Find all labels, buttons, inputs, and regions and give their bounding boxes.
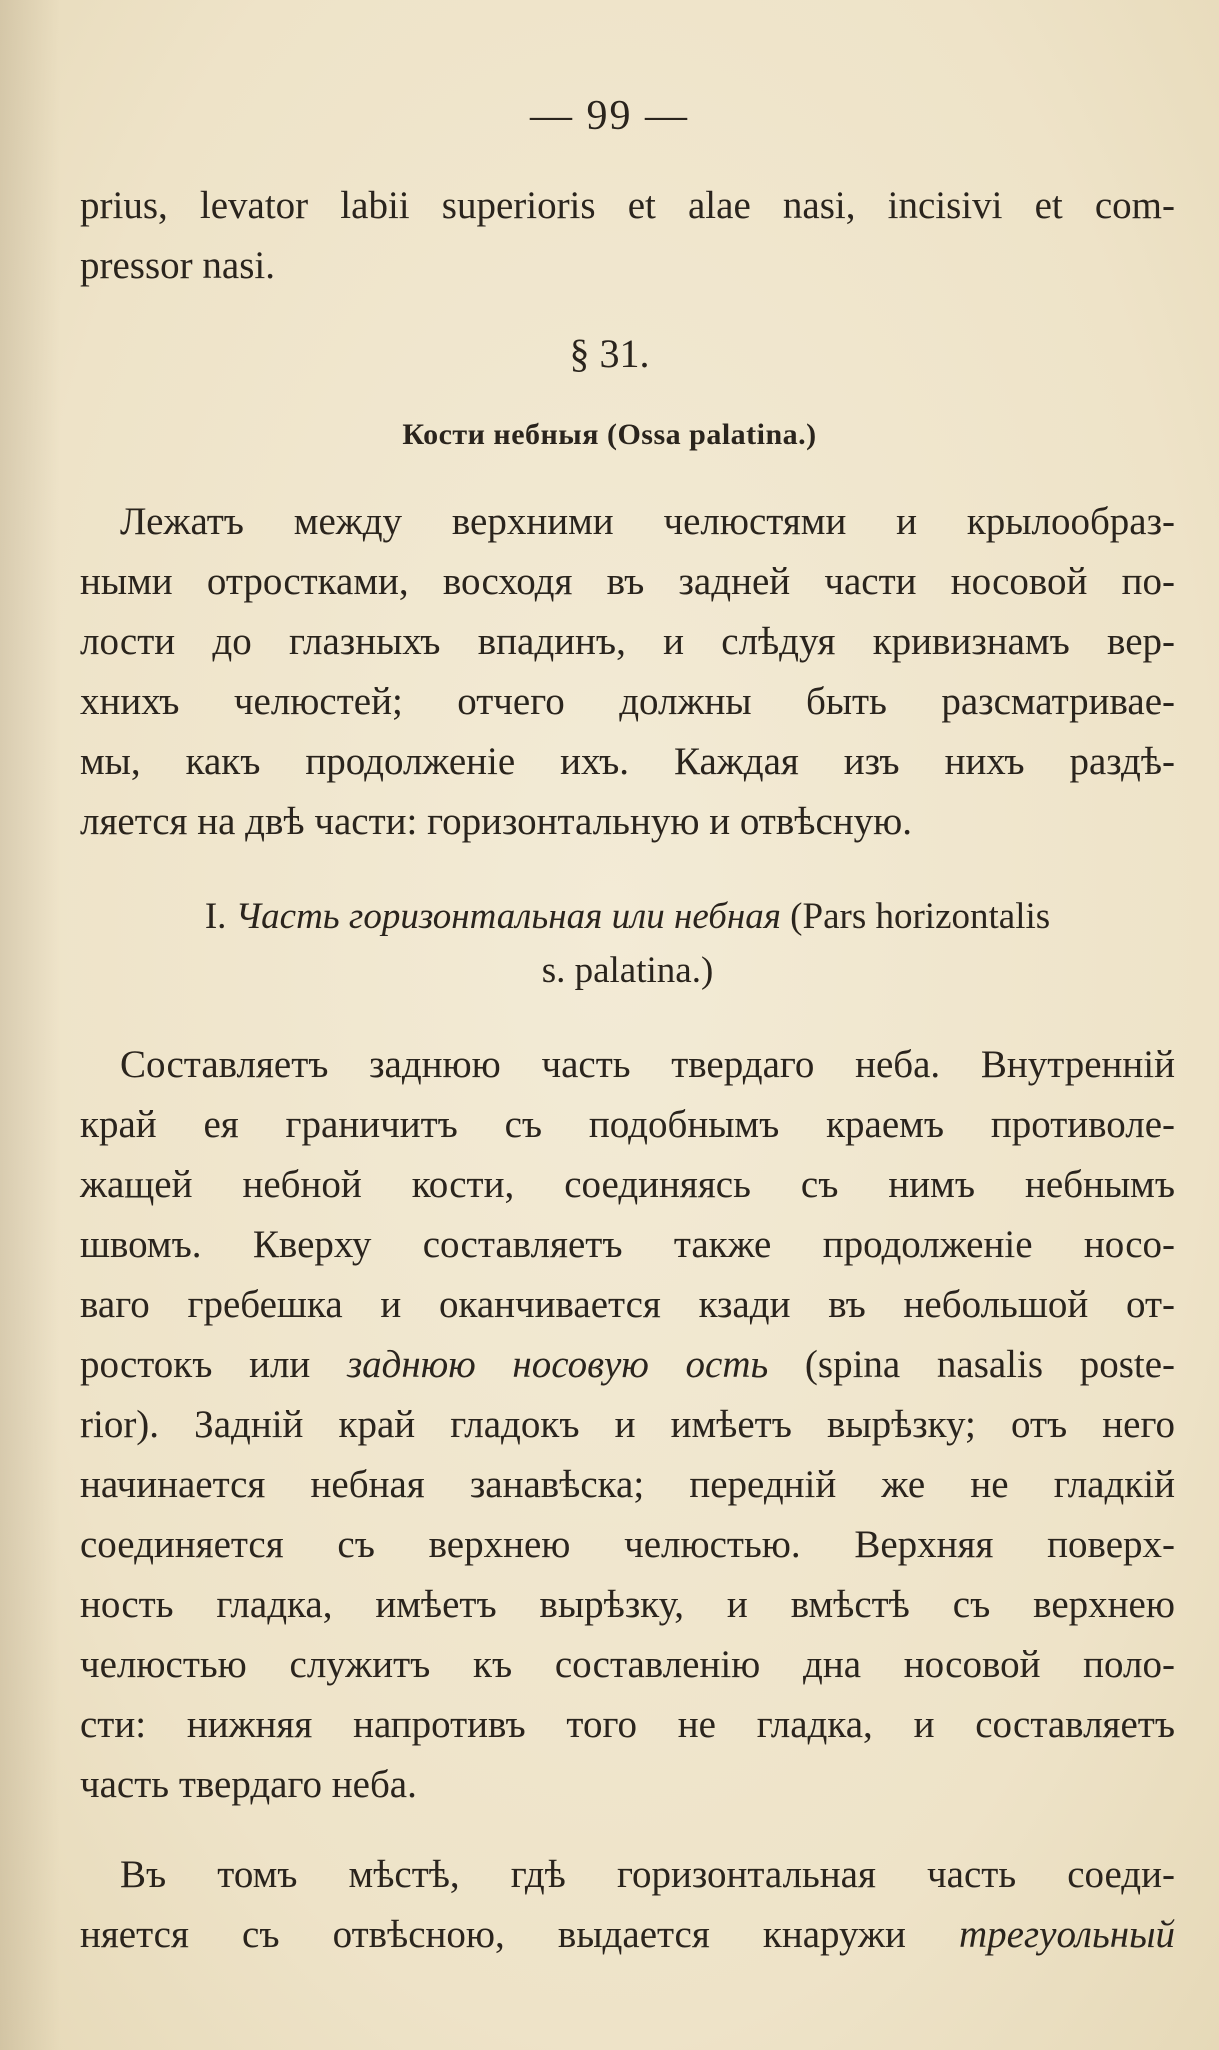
text-line: хнихъ челюстей; отчего должны быть разсматривае- — [80, 680, 1175, 723]
text-line: мы, какъ продолженіе ихъ. Каждая изъ нихъ раздѣ- — [80, 740, 1175, 783]
text-line: начинается небная занавѣска; передній же не гладкій — [80, 1463, 1175, 1506]
text-line: жащей небной кости, соединяясь съ нимъ небнымъ — [80, 1163, 1175, 1206]
subsection-numeral: I. — [204, 896, 227, 937]
text-line: Въ томъ мѣстѣ, гдѣ горизонтальная часть соеди- — [120, 1853, 1175, 1896]
subsection-heading-line1 — [80, 890, 1175, 944]
text-line: prius, levator labii superioris et alae nasi, incisivi et com- — [80, 184, 1175, 227]
text-line: швомъ. Кверху составляетъ также продолженіе носо- — [80, 1223, 1175, 1266]
subsection-heading — [80, 890, 1175, 998]
text-line-mixed — [80, 1905, 1175, 1965]
text-line: ность гладка, имѣетъ вырѣзку, и вмѣстѣ съ верхнею — [80, 1583, 1175, 1626]
subsection-italic-title: Часть горизонтальная или небная — [235, 896, 781, 937]
text-fragment: няется съ отвѣсною, выдается кнаружи — [80, 1913, 906, 1956]
text-line: Составляетъ заднюю часть твердаго неба. Внутренній — [120, 1043, 1175, 1086]
text-fragment: (spina nasalis poste- — [804, 1343, 1176, 1386]
italic-term: заднюю носовую ость — [346, 1343, 769, 1386]
text-line: Лежатъ между верхними челюстями и крылообраз- — [120, 500, 1175, 543]
text-line: край ея граничитъ съ подобнымъ краемъ противоле- — [80, 1103, 1175, 1146]
text-line: ваго гребешка и оканчивается кзади въ небольшой от- — [80, 1283, 1175, 1326]
binding-shadow — [0, 0, 60, 2050]
section-number: § 31. — [569, 331, 650, 376]
text-line: сти: нижняя напротивъ того не гладка, и составляетъ — [80, 1703, 1175, 1746]
subsection-latin-1: (Pars horizontalis — [790, 896, 1051, 937]
text-line: pressor nasi. — [80, 244, 275, 287]
subsection-latin-2: s. palatina.) — [541, 950, 714, 991]
italic-term: трегуольный — [958, 1913, 1175, 1956]
text-line: соединяется съ верхнею челюстью. Верхняя поверх- — [80, 1523, 1175, 1566]
text-line: rior). Задній край гладокъ и имѣетъ вырѣзку; отъ него — [80, 1403, 1175, 1446]
continuation-paragraph — [80, 176, 1175, 296]
text-line: ляется на двѣ части: горизонтальную и отвѣсную. — [80, 800, 913, 843]
main-paragraph — [80, 1035, 1175, 1815]
section-title: Кости небныя (Ossa palatina.) — [402, 418, 817, 451]
text-fragment: ростокъ или — [80, 1343, 311, 1386]
text-line: часть твердаго неба. — [80, 1763, 417, 1806]
text-line: ными отростками, восходя въ задней части носовой по- — [80, 560, 1175, 603]
text-line: челюстью служитъ къ составленію дна носовой поло- — [80, 1643, 1175, 1686]
text-line: лости до глазныхъ впадинъ, и слѣдуя кривизнамъ вер- — [80, 620, 1175, 663]
final-paragraph — [80, 1845, 1175, 1965]
page-number: — 99 — — [530, 93, 689, 139]
intro-paragraph — [80, 492, 1175, 852]
text-line-mixed — [80, 1335, 1175, 1395]
